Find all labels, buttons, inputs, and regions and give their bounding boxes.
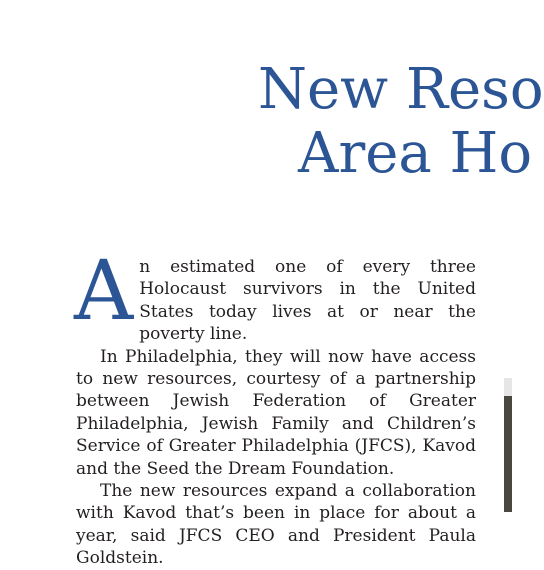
headline-line-1: New Reso	[258, 57, 544, 122]
photo-edge-shadow	[504, 396, 512, 512]
paragraph-1-text: n estimated one of every three Holocaust survivors in the United States today lives at or near the poverty line.	[139, 257, 476, 345]
article-headline	[0, 57, 544, 190]
drop-cap: A	[74, 244, 134, 339]
paragraph-3: The new resources expand a collaboration with Kavod that’s been in place for about a year, said JFCS CEO and President Paula Goldstein.	[76, 481, 476, 569]
photo-edge-highlight	[504, 378, 512, 396]
paragraph-1	[74, 244, 476, 346]
paragraph-2: In Philadelphia, they will now have access to new resources, courtesy of a partnership between Jewish Federation of Greater Philadelphia, Jewish Family and Children’s Service of Greater Philadelphia (JFCS), Kavod and the Seed the Dream Foundation.	[76, 346, 476, 479]
article-body	[74, 244, 476, 570]
headline-line-2: Area Ho	[298, 121, 533, 186]
